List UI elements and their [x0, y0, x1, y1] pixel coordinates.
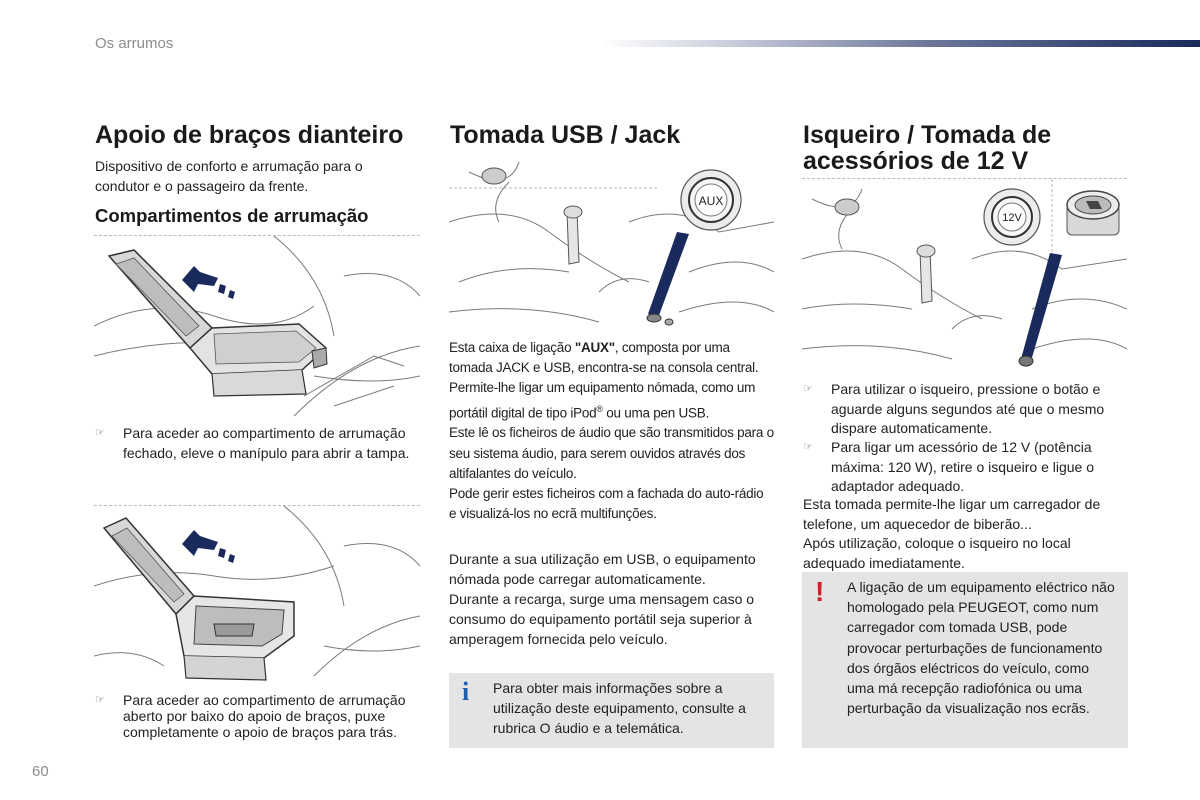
info-note — [449, 673, 774, 748]
lighter-title: Isqueiro / Tomada de acessórios de 12 V — [803, 121, 1052, 175]
section-label: Os arrumos — [95, 35, 174, 52]
armrest-closed-illustration — [94, 235, 420, 418]
bullet-text: Para utilizar o isqueiro, pressione o botão e aguarde alguns segundos até que o mesmo dispare automaticamente. — [831, 381, 1105, 437]
page-number: 60 — [32, 763, 49, 780]
armrest-bullet-closed — [95, 424, 420, 463]
usb-charging-text: Durante a sua utilização em USB, o equipamento nómada pode carregar automaticamente. Durante a recarga, surge uma mensagem caso o consumo do equipamento portátil seja superior à amperagem fornecida pelo veículo. — [449, 551, 756, 647]
12v-label: 12V — [1002, 212, 1022, 224]
header-gradient-bar — [600, 40, 1200, 47]
info-icon: i — [462, 677, 470, 706]
pointing-hand-icon: ☞ — [803, 441, 813, 453]
storage-subtitle: Compartimentos de arrumação — [95, 205, 369, 226]
armrest-bullet-open — [95, 692, 420, 740]
armrest-intro: Dispositivo de conforto e arrumação para o condutor e o passageiro da frente. — [95, 158, 363, 194]
armrest-open-illustration — [94, 505, 420, 688]
bullet-text: Para aceder ao compartimento de arrumação fechado, eleve o manípulo para abrir a tampa. — [123, 425, 410, 461]
lighter-bullet-accessory — [803, 438, 1128, 497]
aux-description: Esta caixa de ligação "AUX", composta por uma tomada JACK e USB, encontra-se na consola central. Permite-lhe ligar um equipamento nómada, como um portátil digital de tipo iPod® ou uma pen USB. Este lê os ficheiros de áudio que são transmitidos para o seu sistema áudio, para serem ouvidos através dos altifalantes do veículo. Pode gerir estes ficheiros com a fachada do auto-rádio e visualizá-los no ecrã multifunções. — [449, 340, 774, 522]
warning-icon: ! — [815, 576, 825, 607]
bullet-text: Para ligar um acessório de 12 V (potência máxima: 120 W), retire o isqueiro e ligue o adaptador adequado. — [831, 439, 1094, 495]
bullet-text: Para aceder ao compartimento de arrumação aberto por baixo do apoio de braços, puxe completamente o apoio de braços para trás. — [123, 692, 406, 740]
aux-label: AUX — [698, 194, 724, 208]
aux-emphasis: "AUX" — [574, 340, 615, 355]
armrest-title: Apoio de braços dianteiro — [95, 121, 404, 149]
info-note-text: Para obter mais informações sobre a utilização deste equipamento, consulte a rubrica O áudio e a telemática. — [493, 680, 746, 737]
pointing-hand-icon: ☞ — [803, 383, 813, 395]
aux-socket-illustration — [449, 162, 774, 332]
lighter-bullet-use — [803, 380, 1128, 439]
pointing-hand-icon: ☞ — [95, 427, 105, 439]
warning-note — [802, 572, 1128, 748]
warning-note-text: A ligação de um equipamento eléctrico não homologado pela PEUGEOT, como num carregador com tomada USB, pode provocar perturbações de funcionamento dos órgãos eléctricos do veículo, como uma má recepção radiofónica ou uma perturbação da visualização nos ecrãs. — [847, 579, 1115, 717]
pointing-hand-icon: ☞ — [95, 694, 105, 706]
lighter-usage-text: Esta tomada permite-lhe ligar um carregador de telefone, um aquecedor de biberão... Após utilização, coloque o isqueiro no local adequado imediatamente. — [803, 496, 1101, 571]
lighter-socket-illustration — [802, 178, 1127, 370]
usb-jack-title: Tomada USB / Jack — [450, 121, 681, 149]
